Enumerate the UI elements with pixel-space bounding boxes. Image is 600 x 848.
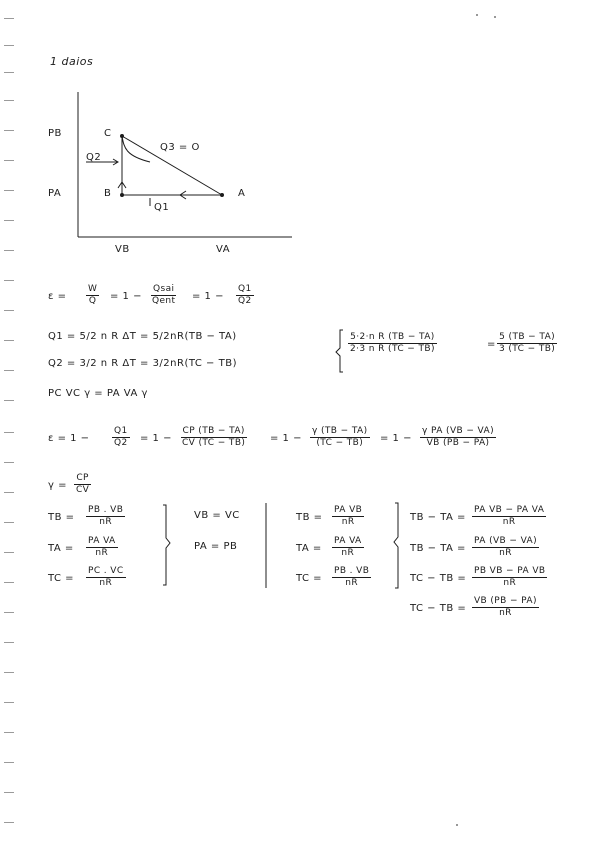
label-c: C (104, 128, 112, 139)
eq2-f2-num: CP (TB − TA) (182, 426, 245, 436)
col1-tc-den: nR (99, 578, 113, 588)
col4-r4-num: VB (PB − PA) (474, 596, 537, 606)
eq2-f4-num: γ PA (VB − VA) (422, 426, 495, 436)
col4-r3-num: PB VB − PA VB (474, 566, 546, 576)
eq1-mid1: = 1 − (110, 291, 142, 302)
col4-r2-frac (472, 536, 539, 559)
eq1-f3-num: Q1 (238, 284, 252, 294)
col3-tc-frac (332, 566, 371, 589)
col4-r3-den: nR (503, 578, 517, 588)
eq2-f3-num: γ (TB − TA) (312, 426, 368, 436)
heat-ratio2-num: 5 (TB − TA) (499, 332, 556, 342)
col1-tb-num: PB . VB (88, 505, 124, 515)
col1-brace-icon (163, 505, 170, 585)
col3-tc-den: nR (345, 578, 359, 588)
col1-ta-num: PA VA (88, 536, 116, 546)
col3-tc-lhs: TC = (296, 573, 323, 584)
label-q1: Q1 (154, 202, 170, 213)
eq2-f3-den: (TC − TB) (316, 438, 364, 448)
col1-ta-lhs: TA = (48, 543, 74, 554)
heat-ratio2-den: 3 (TC − TB) (499, 344, 556, 354)
col4-r2-den: nR (499, 548, 512, 558)
col3-ta-lhs: TA = (296, 543, 322, 554)
col2-r1: VB = VC (194, 510, 240, 521)
heat-ratio-eq: = (487, 339, 496, 350)
col4-r2-lhs: TB − TA = (410, 543, 466, 554)
col4-r4-frac (472, 596, 539, 619)
col3-tc-num: PB . VB (334, 566, 370, 576)
label-a: A (238, 188, 246, 199)
eq2-f2-den: CV (TC − TB) (182, 438, 246, 448)
eq2-m3: = 1 − (380, 433, 412, 444)
col3-tb-lhs: TB = (296, 512, 323, 523)
heat-ratio1-den: 2·3 n R (TC − TB) (350, 344, 435, 354)
adiabat-relation: PC VC γ = PA VA γ (48, 388, 148, 399)
eq2-f1-den: Q2 (114, 438, 128, 448)
col3-ta-den: nR (341, 548, 355, 558)
col4-r1-num: PA VB − PA VA (474, 505, 545, 515)
label-va: VA (216, 244, 231, 255)
scan-speck (456, 824, 458, 826)
col1-ta-den: nR (95, 548, 109, 558)
gamma-den: CV (76, 485, 90, 495)
eq1-mid2: = 1 − (192, 291, 224, 302)
eq1-f1-den: Q (88, 296, 97, 306)
label-pb: PB (48, 128, 62, 139)
binder-mark (4, 702, 14, 703)
col4-r1-frac (472, 505, 546, 528)
col3-ta-frac (332, 536, 364, 559)
binder-mark (4, 672, 14, 673)
col3-tb-den: nR (341, 517, 355, 527)
col4-r1-den: nR (502, 517, 516, 527)
eq2-m2: = 1 − (270, 433, 302, 444)
label-pa: PA (48, 188, 62, 199)
col4-r4-lhs: TC − TB = (410, 603, 467, 614)
eq2-f4-den: VB (PB − PA) (426, 438, 490, 448)
eq2-f1-num: Q1 (114, 426, 128, 436)
col1-tc-lhs: TC = (48, 573, 75, 584)
col4-r3-lhs: TC − TB = (410, 573, 467, 584)
col3-ta-num: PA VA (334, 536, 362, 546)
eq1-f1-num: W (88, 284, 98, 294)
heat-q2: Q2 = 3/2 n R ΔT = 3/2nR(TC − TB) (48, 358, 237, 369)
col4-r1-lhs: TB − TA = (410, 512, 466, 523)
label-q2: Q2 (86, 152, 102, 163)
col2-r2: PA = PB (194, 541, 238, 552)
heat-q1: Q1 = 5/2 n R ΔT = 5/2nR(TB − TA) (48, 331, 237, 342)
gamma-lhs: γ = (48, 480, 67, 491)
eq1-lhs: ε = (48, 291, 67, 302)
gamma-num: CP (76, 473, 89, 483)
col4-r2-num: PA (VB − VA) (474, 536, 538, 546)
binder-mark (4, 792, 14, 793)
eq1-f2-den: Qent (152, 296, 176, 306)
binder-mark (4, 822, 14, 823)
page-heading: 1 daios (50, 55, 94, 68)
col3-tb-frac (332, 505, 364, 528)
binder-mark (4, 732, 14, 733)
col3-tb-num: PA VB (334, 505, 363, 515)
label-b: B (104, 188, 112, 199)
eq1-f2-num: Qsai (153, 284, 175, 294)
eq2-lhs: ε = 1 − (48, 433, 90, 444)
col1-tb-lhs: TB = (48, 512, 75, 523)
eq2-m1: = 1 − (140, 433, 172, 444)
col4-r3-frac (472, 566, 547, 589)
binder-mark (4, 642, 14, 643)
heat-ratio1-num: 5·2·n R (TB − TA) (350, 332, 435, 342)
label-q3: Q3 = O (160, 142, 200, 153)
col4-r4-den: nR (499, 608, 512, 618)
col1-tb-den: nR (99, 517, 113, 527)
col1-tc-num: PC . VC (88, 566, 124, 576)
eq1-f3-den: Q2 (238, 296, 252, 306)
binder-mark (4, 762, 14, 763)
col3-brace-icon (394, 503, 398, 588)
label-vb: VB (115, 244, 130, 255)
